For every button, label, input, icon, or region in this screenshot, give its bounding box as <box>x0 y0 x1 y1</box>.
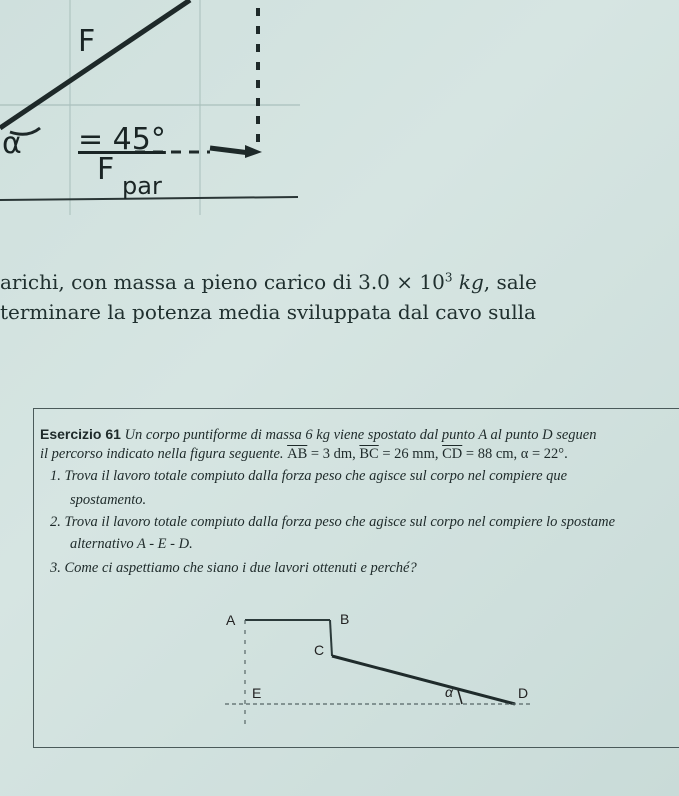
question-1: 1. Trova il lavoro totale compiuto dalla forza peso che agisce sul corpo nel compiere que <box>50 468 568 484</box>
problem-text-line-2: terminare la potenza media sviluppata dal cavo sulla <box>0 300 536 324</box>
problem-text-line-1 <box>0 270 537 294</box>
angle-label: α <box>445 684 453 700</box>
angle-value: = 45° <box>78 122 166 157</box>
parallel-force-arrow <box>210 148 250 153</box>
point-e-label: E <box>252 685 262 701</box>
angle-symbol: α <box>2 126 22 161</box>
question-3: 3. Come ci aspettiamo che siano i due lavori ottenuti e perché? <box>50 560 417 576</box>
incline-line <box>0 0 190 128</box>
math-value: 3.0 × 10 <box>358 270 445 294</box>
exercise-data-line <box>40 444 568 464</box>
segment-ab: $\overline{AB}$ <box>287 446 308 462</box>
question-2: 2. Trova il lavoro totale compiuto dalla forza peso che agisce sul corpo nel compiere lo spostame <box>50 514 616 530</box>
question-1-continued: spostamento. <box>70 492 147 508</box>
text-segment: , sale <box>483 270 537 294</box>
segment-cd-line <box>332 656 515 704</box>
arrow-head <box>245 145 262 158</box>
segment-cd: $\overline{CD}$ <box>442 446 463 462</box>
parallel-force-subscript: par <box>122 172 162 200</box>
point-d-label: D <box>518 685 529 701</box>
exercise-text: il percorso indicato nella figura seguente. <box>40 446 288 462</box>
angle-mark <box>458 690 462 704</box>
segment-bc-line <box>330 620 332 656</box>
math-unit: kg <box>452 270 484 294</box>
segment-bc: $\overline{BC}$ <box>359 446 379 462</box>
segment-cd-value: = 88 cm, α = 22°. <box>462 446 568 462</box>
parallel-force-label: F <box>97 152 115 187</box>
point-a-label: A <box>226 612 236 628</box>
exercise-header <box>40 424 596 445</box>
math-exponent: 3 <box>444 270 453 285</box>
exercise-intro: Un corpo puntiforme di massa 6 kg viene spostato dal punto A al punto D seguen <box>120 427 597 443</box>
path-diagram <box>210 600 550 740</box>
segment-bc-value: = 26 mm, <box>378 446 443 462</box>
segment-ab-value: = 3 dm, <box>307 446 360 462</box>
question-2-continued: alternativo A - E - D. <box>70 536 193 552</box>
exercise-number: Esercizio 61 <box>40 426 121 442</box>
point-b-label: B <box>340 611 350 627</box>
point-c-label: C <box>314 642 325 658</box>
text-segment: arichi, con massa a pieno carico di <box>0 270 359 294</box>
force-label: F <box>78 24 96 59</box>
